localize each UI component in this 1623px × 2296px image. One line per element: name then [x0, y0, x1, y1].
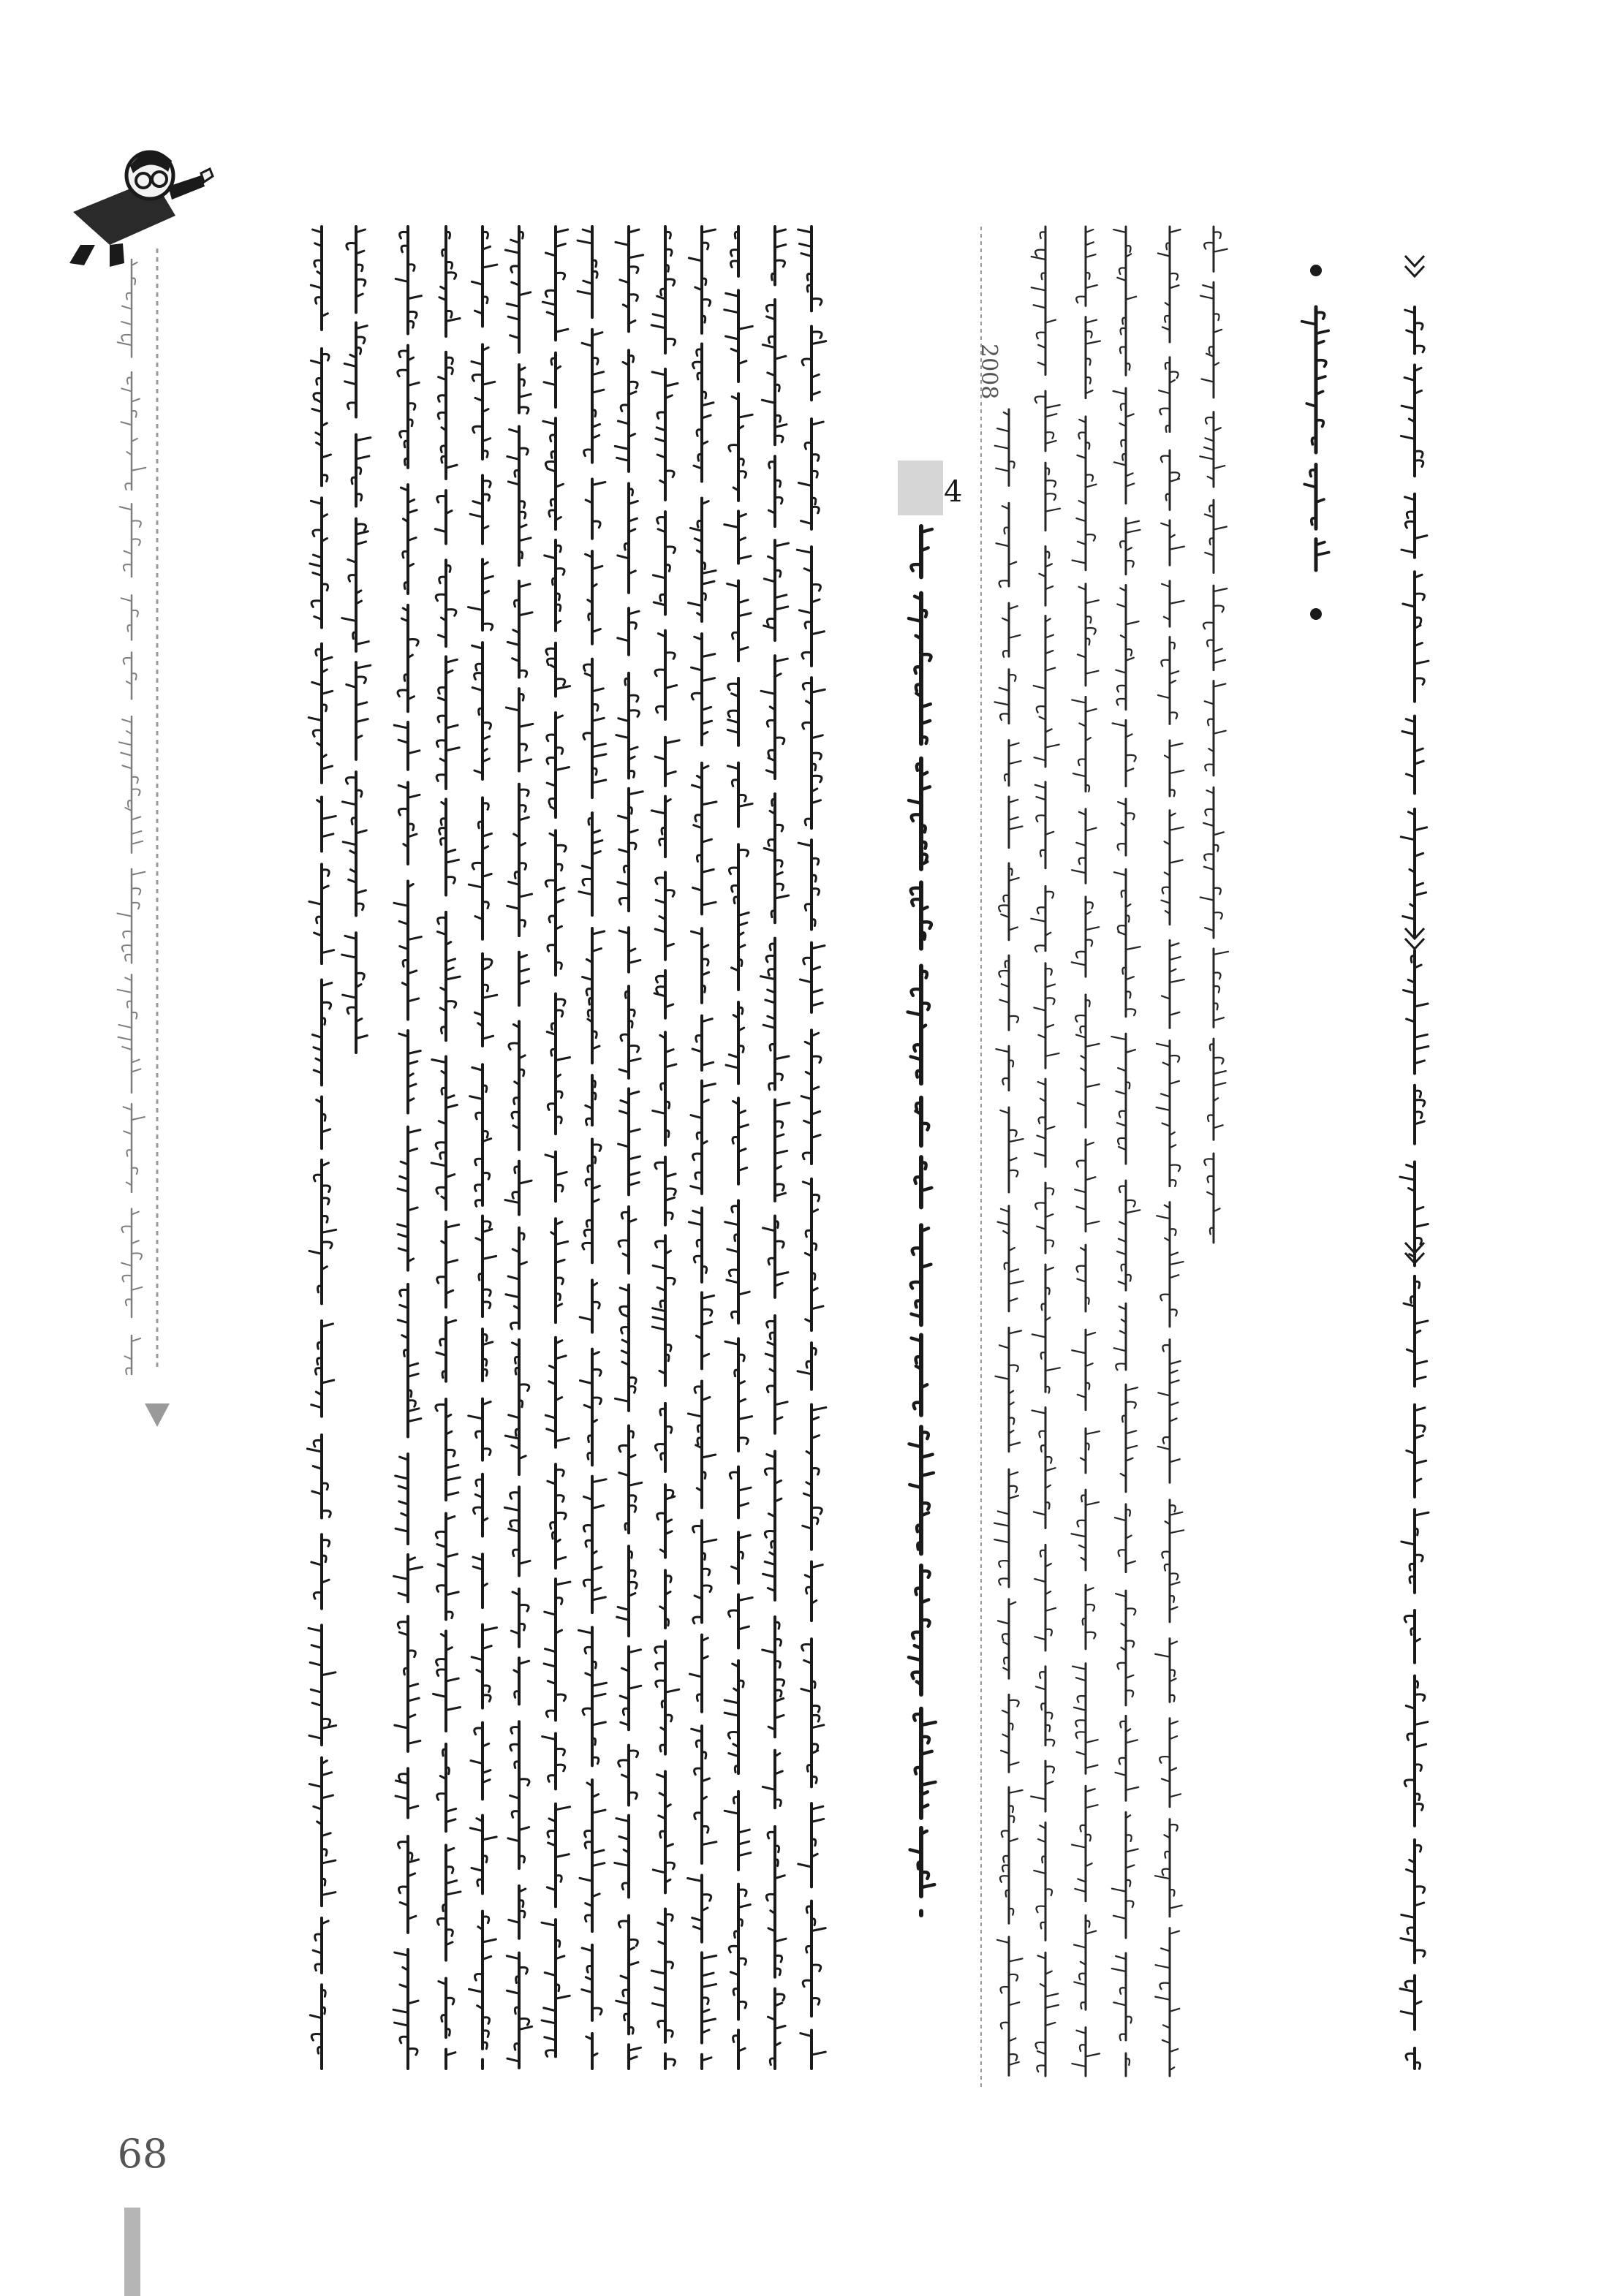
running-head: [117, 259, 145, 1374]
guillemet-mark-1: [1405, 256, 1424, 276]
section-title-line: [908, 526, 936, 1915]
quote-text-line-4: [1111, 227, 1140, 2076]
text-columns: [307, 227, 1429, 2076]
bullet-icon-1: [1310, 265, 1322, 276]
quote-text-line-3: [1071, 227, 1100, 2076]
body-text-line-3: [468, 227, 496, 2069]
quote-text-line-6: [1200, 227, 1228, 1243]
closing-text-line-2: [342, 227, 371, 1053]
quote-text-line-2: [1031, 227, 1060, 2076]
bullet-icon-2: [1310, 608, 1322, 620]
body-text-line-4: [504, 227, 532, 2068]
body-text-line-9: [688, 227, 716, 2069]
subheading-line: [1302, 307, 1329, 570]
body-text-line-1: [393, 227, 423, 2069]
section-number-box: [898, 461, 943, 515]
body-text-line-5: [542, 227, 570, 2056]
quote-text-line-1: [994, 409, 1024, 2075]
top-heading-line: [1400, 307, 1429, 2069]
body-text-line-2: [431, 227, 461, 2069]
body-text-line-6: [578, 227, 607, 2069]
page-number: 68: [117, 2131, 168, 2177]
section-number: 4: [944, 475, 963, 509]
mascot-icon: [69, 151, 213, 267]
body-text-line-7: [615, 227, 643, 2069]
page-edge-bar: [124, 2208, 140, 2296]
running-head-line: [117, 259, 145, 1374]
body-text-line-8: [651, 227, 679, 2069]
closing-text-line-1: [307, 227, 336, 2069]
quote-text-line-5: [1155, 227, 1184, 2076]
triangle-marker-icon: [145, 1403, 170, 1427]
body-text-line-12: [797, 227, 825, 2069]
body-text-line-11: [760, 227, 789, 2069]
body-text-line-10: [725, 227, 753, 2069]
quote-year: 2008: [976, 344, 1002, 400]
